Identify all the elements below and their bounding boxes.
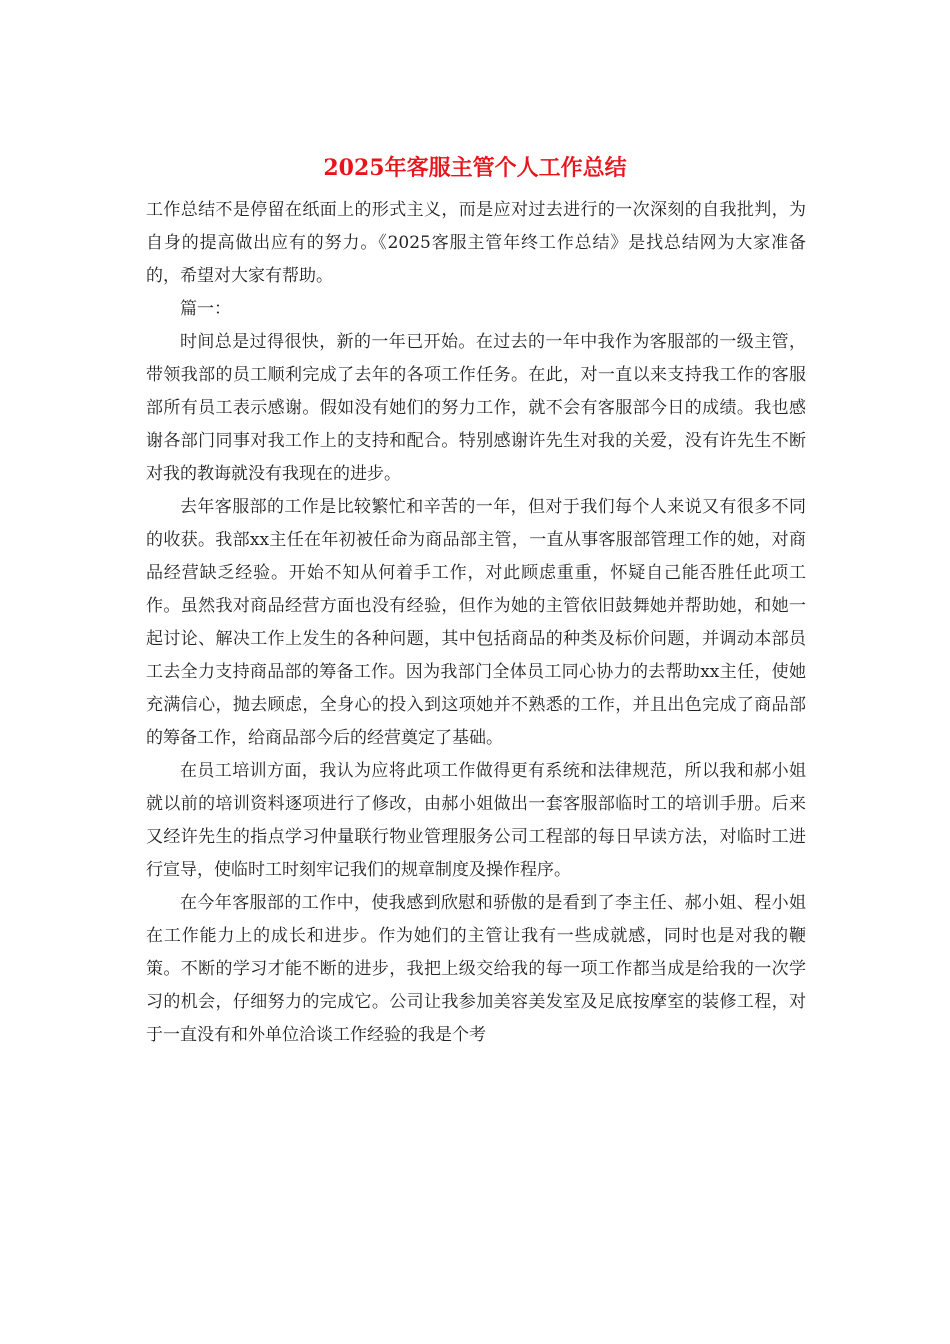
paragraph: 在员工培训方面，我认为应将此项工作做得更有系统和法律规范，所以我和郝小姐就以前的培训资料逐项进行了修改，由郝小姐做出一套客服部临时工的培训手册。后来又经许先生的指点学习仲量联行物业管理服务公司工程部的每日早读方法，对临时工进行宣导，使临时工时刻牢记我们的规章制度及操作程序。 <box>146 761 806 880</box>
paragraph: 在今年客服部的工作中，使我感到欣慰和骄傲的是看到了李主任、郝小姐、程小姐在工作能力上的成长和进步。作为她们的主管让我有一些成就感，同时也是对我的鞭策。不断的学习才能不断的进步，我把上级交给我的每一项工作都当成是给我的一次学习的机会，仔细努力的完成它。公司让我参加美容美发室及足底按摩室的装修工程，对于一直没有和外单位洽谈工作经验的我是个考 <box>146 893 806 1045</box>
document-body <box>146 194 806 1052</box>
paragraph-intro: 工作总结不是停留在纸面上的形式主义，而是应对过去进行的一次深刻的自我批判，为自身的提高做出应有的努力。《2025客服主管年终工作总结》是找总结网为大家准备的，希望对大家有帮助。 <box>146 200 806 286</box>
paragraph-section-label: 篇一： <box>180 299 231 319</box>
paragraph: 去年客服部的工作是比较繁忙和辛苦的一年，但对于我们每个人来说又有很多不同的收获。我部xx主任在年初被任命为商品部主管，一直从事客服部管理工作的她，对商品经营缺乏经验。开始不知从何着手工作，对此顾虑重重，怀疑自己能否胜任此项工作。虽然我对商品经营方面也没有经验，但作为她的主管依旧鼓舞她并帮助她，和她一起讨论、解决工作上发生的各种问题，其中包括商品的种类及标价问题，并调动本部员工去全力支持商品部的筹备工作。因为我部门全体员工同心协力的去帮助xx主任，使她充满信心，抛去顾虑，全身心的投入到这项她并不熟悉的工作，并且出色完成了商品部的筹备工作，给商品部今后的经营奠定了基础。 <box>146 497 806 748</box>
paragraph: 时间总是过得很快，新的一年已开始。在过去的一年中我作为客服部的一级主管，带领我部的员工顺利完成了去年的各项工作任务。在此，对一直以来支持我工作的客服部所有员工表示感谢。假如没有她们的努力工作，就不会有客服部今日的成绩。我也感谢各部门同事对我工作上的支持和配合。特别感谢许先生对我的关爱，没有许先生不断对我的教诲就没有我现在的进步。 <box>146 332 806 484</box>
document-title: 2025年客服主管个人工作总结 <box>323 155 627 181</box>
